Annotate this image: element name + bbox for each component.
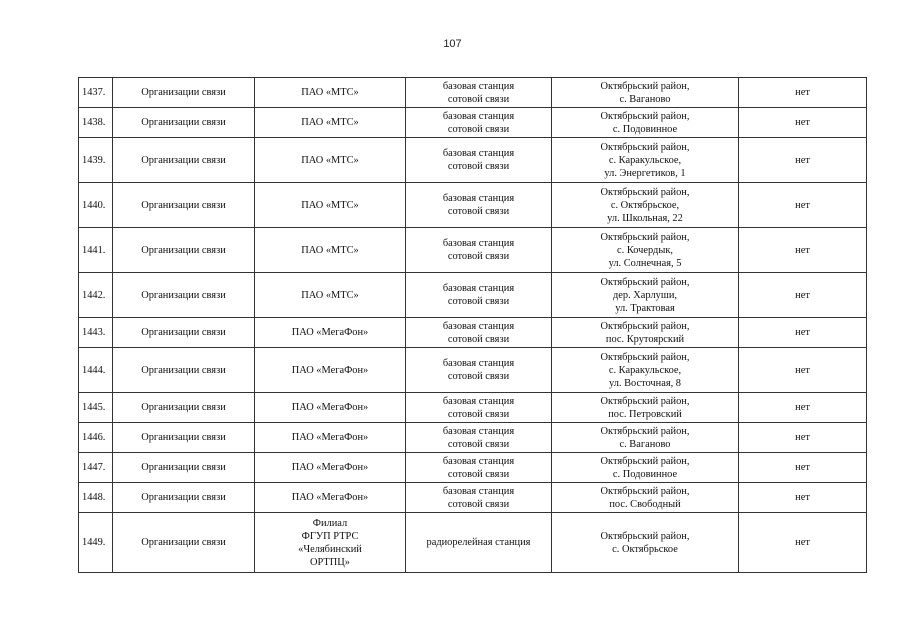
table-row: [79, 483, 867, 513]
address-cell-line: с. Подовинное: [612, 468, 678, 480]
object-cell-line: сотовой связи: [447, 333, 510, 345]
object-cell-line: базовая станция: [442, 358, 515, 369]
value-cell: нет: [739, 423, 867, 453]
value-cell: нет: [739, 228, 867, 273]
category-cell: Организации связи: [113, 108, 255, 138]
value-cell: нет: [739, 393, 867, 423]
category-cell: Организации связи: [113, 423, 255, 453]
organization-cell: [255, 138, 406, 183]
organization-cell-line: ПАО «МегаФон»: [291, 364, 369, 376]
address-cell-line: Октябрьский район,: [600, 395, 690, 407]
address-cell-line: с. Каракульское,: [608, 364, 682, 376]
organization-cell: [255, 78, 406, 108]
organization-cell: [255, 183, 406, 228]
row-number-cell: 1442.: [79, 273, 113, 318]
row-number-cell: 1437.: [79, 78, 113, 108]
object-cell-line: сотовой связи: [447, 206, 510, 217]
row-number-cell: 1438.: [79, 108, 113, 138]
address-cell: [552, 318, 739, 348]
object-cell: [406, 453, 552, 483]
address-cell: [552, 453, 739, 483]
value-cell: нет: [739, 318, 867, 348]
object-cell: [406, 273, 552, 318]
object-cell: [406, 183, 552, 228]
address-cell-line: Октябрьский район,: [600, 110, 690, 122]
table-row: [79, 318, 867, 348]
object-cell: [406, 138, 552, 183]
organization-cell: [255, 393, 406, 423]
category-cell: Организации связи: [113, 348, 255, 393]
object-cell-line: сотовой связи: [447, 371, 510, 382]
organization-cell-line: ПАО «МТС»: [301, 289, 359, 301]
organization-cell-line: ПАО «МегаФон»: [291, 462, 369, 473]
category-cell: Организации связи: [113, 483, 255, 513]
address-cell-line: Октябрьский район,: [600, 80, 690, 92]
object-cell-line: базовая станция: [442, 425, 515, 437]
address-cell: [552, 183, 739, 228]
object-cell-line: базовая станция: [442, 110, 515, 122]
value-cell: нет: [739, 273, 867, 318]
address-cell: [552, 108, 739, 138]
organization-cell-line: ПАО «МегаФон»: [291, 432, 369, 443]
address-cell: [552, 513, 739, 573]
row-number-cell: 1439.: [79, 138, 113, 183]
row-number-cell: 1447.: [79, 453, 113, 483]
address-cell-line: ул. Солнечная, 5: [608, 257, 682, 269]
object-cell: [406, 483, 552, 513]
organization-cell-line: ФГУП РТРС: [301, 530, 359, 542]
organization-cell-line: Филиал: [312, 517, 348, 529]
organization-cell-line: ПАО «МегаФон»: [291, 327, 369, 338]
organization-cell: [255, 453, 406, 483]
organization-cell-line: ПАО «МТС»: [301, 154, 359, 166]
address-cell: [552, 273, 739, 318]
category-cell: Организации связи: [113, 78, 255, 108]
address-cell-line: с. Кочердык,: [617, 244, 673, 256]
category-cell: Организации связи: [113, 453, 255, 483]
address-cell-line: с. Подовинное: [612, 123, 678, 135]
organization-cell: [255, 108, 406, 138]
object-cell: [406, 228, 552, 273]
table-row: [79, 348, 867, 393]
object-cell-line: базовая станция: [442, 148, 515, 159]
organization-cell: [255, 423, 406, 453]
object-cell: [406, 348, 552, 393]
object-cell: [406, 513, 552, 573]
organization-cell-line: ПАО «МТС»: [301, 199, 359, 211]
address-cell: [552, 228, 739, 273]
object-cell-line: сотовой связи: [447, 408, 510, 420]
category-cell: Организации связи: [113, 138, 255, 183]
address-cell-line: с. Ваганово: [619, 438, 671, 450]
object-cell-line: сотовой связи: [447, 93, 510, 105]
organization-cell: [255, 483, 406, 513]
address-cell-line: Октябрьский район,: [600, 455, 690, 467]
address-cell: [552, 348, 739, 393]
table-row: [79, 273, 867, 318]
value-cell: нет: [739, 348, 867, 393]
value-cell: нет: [739, 453, 867, 483]
object-cell-line: базовая станция: [442, 80, 515, 92]
row-number-cell: 1441.: [79, 228, 113, 273]
address-cell: [552, 138, 739, 183]
address-cell-line: с. Октябрьское,: [610, 199, 680, 211]
object-cell-line: базовая станция: [442, 320, 515, 332]
object-cell: [406, 423, 552, 453]
category-cell: Организации связи: [113, 228, 255, 273]
object-cell-line: сотовой связи: [447, 438, 510, 450]
organization-cell-line: ПАО «МегаФон»: [291, 402, 369, 413]
organization-cell-line: «Челябинский: [298, 543, 362, 555]
address-cell: [552, 393, 739, 423]
registry-table-body: [79, 78, 867, 573]
registry-table: [78, 77, 867, 573]
address-cell: [552, 483, 739, 513]
address-cell-line: ул. Трактовая: [615, 302, 675, 314]
organization-cell-line: ПАО «МТС»: [301, 117, 359, 128]
page-number: 107: [443, 38, 462, 50]
table-row: [79, 78, 867, 108]
table-row: [79, 183, 867, 228]
value-cell: нет: [739, 483, 867, 513]
address-cell-line: ул. Энергетиков, 1: [604, 167, 686, 179]
object-cell-line: базовая станция: [442, 283, 515, 294]
organization-cell-line: ПАО «МТС»: [301, 87, 359, 98]
organization-cell-line: ПАО «МТС»: [301, 244, 359, 256]
category-cell: Организации связи: [113, 393, 255, 423]
organization-cell-line: ОРТПЦ»: [310, 556, 350, 568]
address-cell-line: Октябрьский район,: [600, 425, 690, 437]
object-cell-line: базовая станция: [442, 395, 515, 407]
value-cell: нет: [739, 138, 867, 183]
value-cell: нет: [739, 183, 867, 228]
object-cell-line: базовая станция: [442, 455, 515, 467]
object-cell: [406, 78, 552, 108]
address-cell-line: дер. Харлуши,: [612, 289, 677, 301]
object-cell: [406, 108, 552, 138]
row-number-cell: 1446.: [79, 423, 113, 453]
object-cell-line: сотовой связи: [447, 296, 510, 307]
object-cell-line: сотовой связи: [447, 498, 510, 510]
object-cell-line: сотовой связи: [447, 123, 510, 135]
table-row: [79, 228, 867, 273]
object-cell-line: радиорелейная станция: [426, 537, 531, 548]
row-number-cell: 1445.: [79, 393, 113, 423]
address-cell-line: с. Октябрьское: [612, 543, 678, 555]
category-cell: Организации связи: [113, 273, 255, 318]
address-cell-line: Октябрьский район,: [600, 320, 690, 332]
row-number-cell: 1444.: [79, 348, 113, 393]
value-cell: нет: [739, 513, 867, 573]
row-number-cell: 1440.: [79, 183, 113, 228]
row-number-cell: 1449.: [79, 513, 113, 573]
address-cell-line: с. Каракульское,: [608, 154, 682, 166]
address-cell-line: ул. Школьная, 22: [607, 212, 683, 224]
table-row: [79, 138, 867, 183]
object-cell: [406, 393, 552, 423]
address-cell-line: пос. Петровский: [608, 408, 682, 420]
address-cell-line: пос. Крутоярский: [605, 333, 685, 345]
address-cell-line: Октябрьский район,: [600, 530, 690, 542]
table-row: [79, 108, 867, 138]
value-cell: нет: [739, 78, 867, 108]
row-number-cell: 1443.: [79, 318, 113, 348]
organization-cell: [255, 348, 406, 393]
row-number-cell: 1448.: [79, 483, 113, 513]
organization-cell-line: ПАО «МегаФон»: [291, 492, 369, 503]
address-cell-line: Октябрьский район,: [600, 231, 690, 243]
object-cell-line: базовая станция: [442, 193, 515, 204]
table-row: [79, 423, 867, 453]
object-cell-line: базовая станция: [442, 485, 515, 497]
object-cell-line: сотовой связи: [447, 161, 510, 172]
organization-cell: [255, 228, 406, 273]
address-cell-line: пос. Свободный: [609, 498, 681, 510]
address-cell-line: Октябрьский район,: [600, 485, 690, 497]
address-cell-line: Октябрьский район,: [600, 186, 690, 198]
address-cell-line: с. Ваганово: [619, 93, 671, 105]
address-cell-line: Октябрьский район,: [600, 276, 690, 288]
category-cell: Организации связи: [113, 513, 255, 573]
organization-cell: [255, 513, 406, 573]
address-cell-line: Октябрьский район,: [600, 351, 690, 363]
object-cell-line: базовая станция: [442, 238, 515, 249]
category-cell: Организации связи: [113, 183, 255, 228]
address-cell: [552, 78, 739, 108]
table-row: [79, 393, 867, 423]
category-cell: Организации связи: [113, 318, 255, 348]
address-cell: [552, 423, 739, 453]
organization-cell: [255, 273, 406, 318]
object-cell: [406, 318, 552, 348]
organization-cell: [255, 318, 406, 348]
table-row: [79, 513, 867, 573]
address-cell-line: Октябрьский район,: [600, 141, 690, 153]
object-cell-line: сотовой связи: [447, 251, 510, 262]
object-cell-line: сотовой связи: [447, 468, 510, 480]
value-cell: нет: [739, 108, 867, 138]
table-row: [79, 453, 867, 483]
address-cell-line: ул. Восточная, 8: [608, 377, 681, 389]
